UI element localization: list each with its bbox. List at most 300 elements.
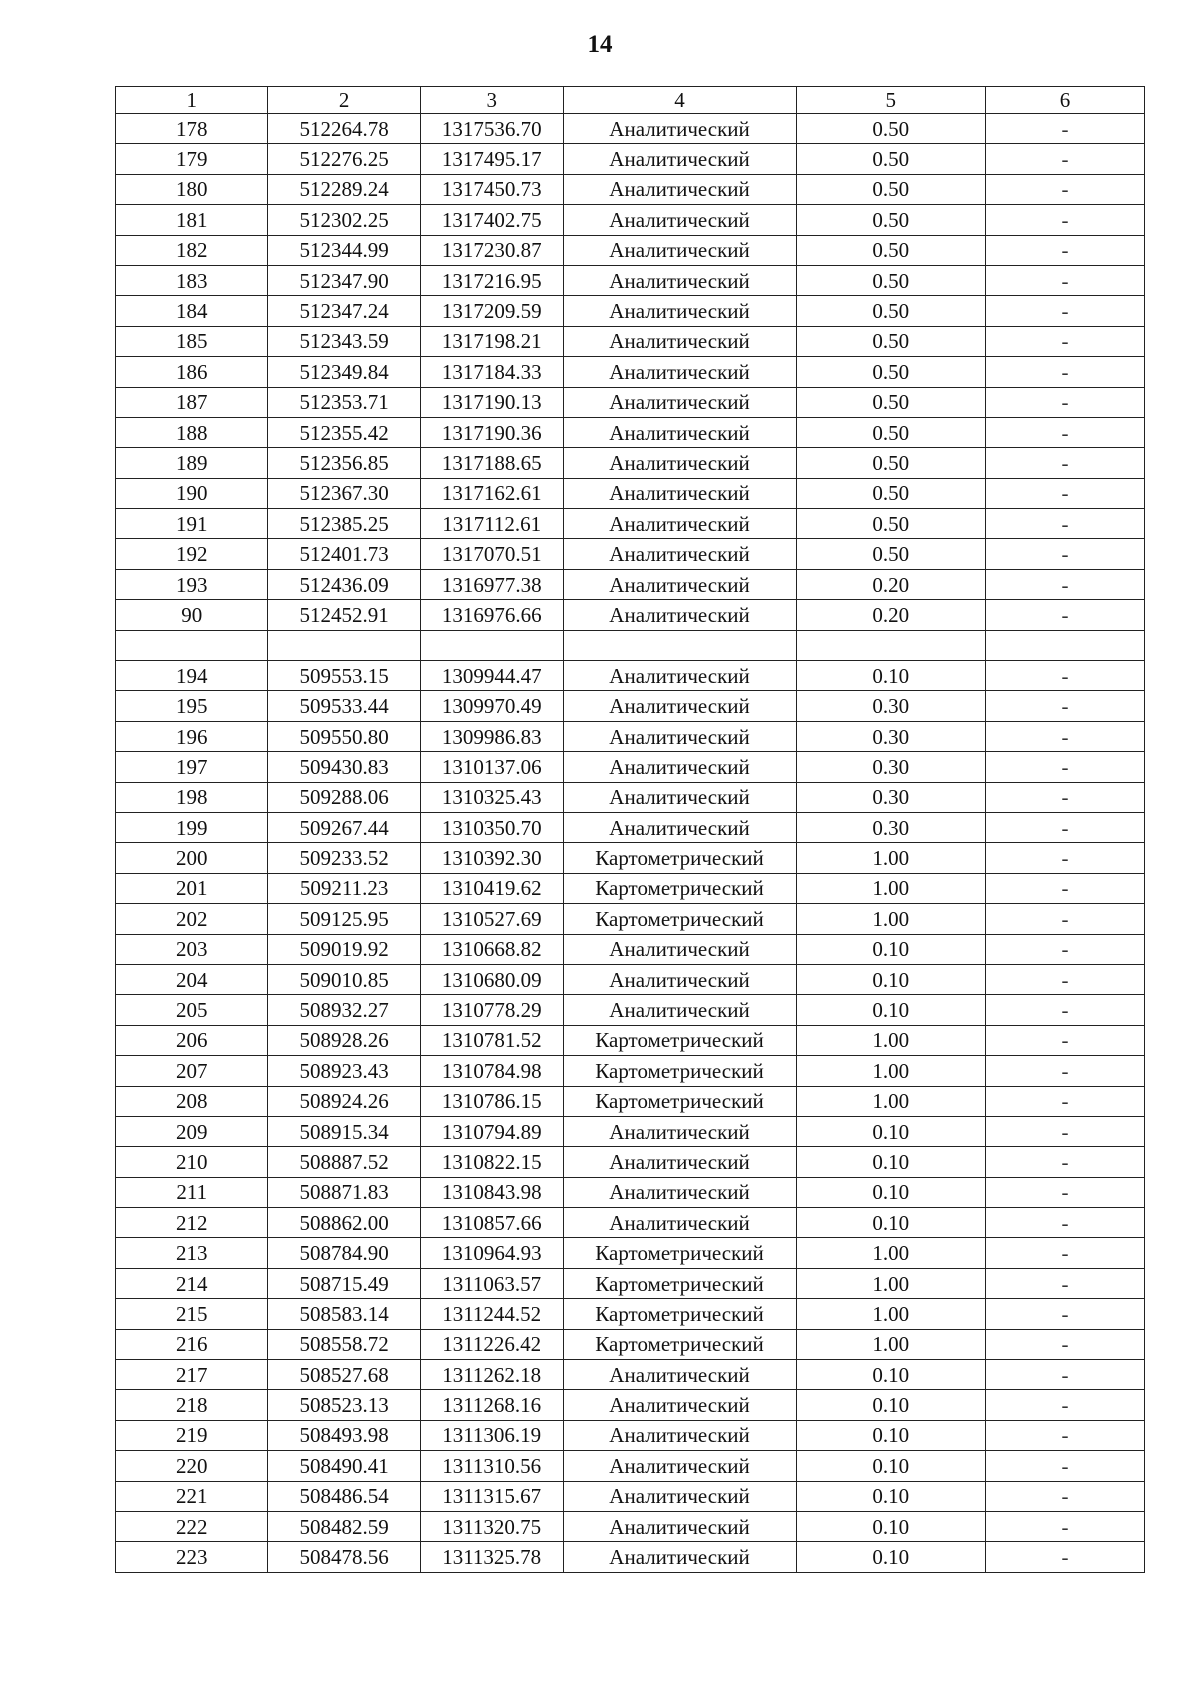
method-cell: Аналитический — [563, 661, 796, 691]
accuracy-cell: 0.50 — [796, 357, 985, 387]
x-coordinate-cell: 512355.42 — [268, 417, 420, 447]
description-cell: - — [985, 509, 1144, 539]
x-coordinate-cell: 512264.78 — [268, 114, 420, 144]
x-coordinate-cell: 508558.72 — [268, 1329, 420, 1359]
point-number-cell: 189 — [116, 448, 268, 478]
table-row — [116, 843, 1145, 873]
y-coordinate-cell: 1311306.19 — [420, 1420, 563, 1450]
accuracy-cell: 0.10 — [796, 1420, 985, 1450]
description-cell: - — [985, 1299, 1144, 1329]
point-number-cell: 220 — [116, 1451, 268, 1481]
accuracy-cell: 0.10 — [796, 1147, 985, 1177]
y-coordinate-cell: 1317216.95 — [420, 265, 563, 295]
y-coordinate-cell: 1309970.49 — [420, 691, 563, 721]
table-row — [116, 934, 1145, 964]
accuracy-cell: 1.00 — [796, 1086, 985, 1116]
y-coordinate-cell: 1311315.67 — [420, 1481, 563, 1511]
x-coordinate-cell: 509533.44 — [268, 691, 420, 721]
description-cell: - — [985, 721, 1144, 751]
method-cell: Аналитический — [563, 1511, 796, 1541]
y-coordinate-cell: 1310781.52 — [420, 1025, 563, 1055]
point-number-cell: 197 — [116, 752, 268, 782]
method-cell: Картометрический — [563, 1329, 796, 1359]
y-coordinate-cell: 1310419.62 — [420, 873, 563, 903]
y-coordinate-cell: 1310786.15 — [420, 1086, 563, 1116]
table-header-row — [116, 87, 1145, 114]
point-number-cell: 178 — [116, 114, 268, 144]
point-number-cell: 223 — [116, 1542, 268, 1572]
table-row — [116, 873, 1145, 903]
point-number-cell: 209 — [116, 1116, 268, 1146]
method-cell: Картометрический — [563, 1299, 796, 1329]
point-number-cell: 204 — [116, 964, 268, 994]
accuracy-cell: 0.50 — [796, 387, 985, 417]
y-coordinate-cell: 1311268.16 — [420, 1390, 563, 1420]
description-cell: - — [985, 1481, 1144, 1511]
accuracy-cell: 0.10 — [796, 1390, 985, 1420]
accuracy-cell — [796, 630, 985, 660]
description-cell: - — [985, 812, 1144, 842]
description-cell: - — [985, 600, 1144, 630]
table-row — [116, 1451, 1145, 1481]
description-cell: - — [985, 782, 1144, 812]
x-coordinate-cell: 509550.80 — [268, 721, 420, 751]
description-cell: - — [985, 1056, 1144, 1086]
y-coordinate-cell: 1317402.75 — [420, 205, 563, 235]
accuracy-cell: 0.30 — [796, 782, 985, 812]
method-cell: Аналитический — [563, 539, 796, 569]
description-cell: - — [985, 1025, 1144, 1055]
method-cell: Аналитический — [563, 114, 796, 144]
table-row — [116, 1177, 1145, 1207]
y-coordinate-cell: 1311325.78 — [420, 1542, 563, 1572]
description-cell — [985, 630, 1144, 660]
method-cell: Аналитический — [563, 205, 796, 235]
point-number-cell: 203 — [116, 934, 268, 964]
y-coordinate-cell: 1317198.21 — [420, 326, 563, 356]
method-cell: Аналитический — [563, 782, 796, 812]
accuracy-cell: 0.30 — [796, 721, 985, 751]
description-cell: - — [985, 417, 1144, 447]
method-cell: Аналитический — [563, 357, 796, 387]
accuracy-cell: 0.10 — [796, 661, 985, 691]
table-row — [116, 478, 1145, 508]
point-number-cell: 222 — [116, 1511, 268, 1541]
x-coordinate-cell: 508915.34 — [268, 1116, 420, 1146]
method-cell: Аналитический — [563, 691, 796, 721]
table-row — [116, 1481, 1145, 1511]
point-number-cell: 218 — [116, 1390, 268, 1420]
table-row — [116, 1390, 1145, 1420]
x-coordinate-cell: 512452.91 — [268, 600, 420, 630]
y-coordinate-cell: 1311310.56 — [420, 1451, 563, 1481]
point-number-cell: 212 — [116, 1208, 268, 1238]
point-number-cell: 191 — [116, 509, 268, 539]
point-number-cell: 194 — [116, 661, 268, 691]
table-row — [116, 509, 1145, 539]
point-number-cell: 183 — [116, 265, 268, 295]
method-cell: Аналитический — [563, 1116, 796, 1146]
point-number-cell: 182 — [116, 235, 268, 265]
description-cell: - — [985, 448, 1144, 478]
table-row — [116, 569, 1145, 599]
table-row — [116, 782, 1145, 812]
description-cell: - — [985, 1390, 1144, 1420]
description-cell: - — [985, 995, 1144, 1025]
table-row — [116, 1147, 1145, 1177]
method-cell: Аналитический — [563, 509, 796, 539]
y-coordinate-cell: 1310964.93 — [420, 1238, 563, 1268]
accuracy-cell: 0.10 — [796, 1208, 985, 1238]
method-cell: Аналитический — [563, 265, 796, 295]
table-row — [116, 387, 1145, 417]
accuracy-cell: 0.50 — [796, 478, 985, 508]
x-coordinate-cell: 512347.24 — [268, 296, 420, 326]
y-coordinate-cell: 1310843.98 — [420, 1177, 563, 1207]
method-cell: Картометрический — [563, 843, 796, 873]
description-cell: - — [985, 1360, 1144, 1390]
point-number-cell: 196 — [116, 721, 268, 751]
method-cell: Картометрический — [563, 1268, 796, 1298]
table-row — [116, 1511, 1145, 1541]
accuracy-cell: 0.50 — [796, 114, 985, 144]
accuracy-cell: 0.50 — [796, 144, 985, 174]
x-coordinate-cell: 508862.00 — [268, 1208, 420, 1238]
method-cell: Аналитический — [563, 1147, 796, 1177]
accuracy-cell: 0.50 — [796, 235, 985, 265]
table-row — [116, 205, 1145, 235]
y-coordinate-cell: 1309944.47 — [420, 661, 563, 691]
y-coordinate-cell: 1310392.30 — [420, 843, 563, 873]
y-coordinate-cell: 1316976.66 — [420, 600, 563, 630]
table-row — [116, 357, 1145, 387]
method-cell: Аналитический — [563, 174, 796, 204]
description-cell: - — [985, 904, 1144, 934]
table-row — [116, 600, 1145, 630]
point-number-cell: 190 — [116, 478, 268, 508]
description-cell: - — [985, 1116, 1144, 1146]
x-coordinate-cell: 508887.52 — [268, 1147, 420, 1177]
y-coordinate-cell — [420, 630, 563, 660]
table-row — [116, 904, 1145, 934]
point-number-cell: 221 — [116, 1481, 268, 1511]
table-row — [116, 144, 1145, 174]
x-coordinate-cell: 512353.71 — [268, 387, 420, 417]
table-row — [116, 1025, 1145, 1055]
accuracy-cell: 1.00 — [796, 904, 985, 934]
x-coordinate-cell: 509430.83 — [268, 752, 420, 782]
accuracy-cell: 0.10 — [796, 1451, 985, 1481]
x-coordinate-cell: 512356.85 — [268, 448, 420, 478]
description-cell: - — [985, 114, 1144, 144]
table-row — [116, 539, 1145, 569]
method-cell: Аналитический — [563, 569, 796, 599]
x-coordinate-cell: 509233.52 — [268, 843, 420, 873]
x-coordinate-cell: 512385.25 — [268, 509, 420, 539]
point-number-cell: 219 — [116, 1420, 268, 1450]
description-cell: - — [985, 661, 1144, 691]
x-coordinate-cell: 508486.54 — [268, 1481, 420, 1511]
description-cell: - — [985, 478, 1144, 508]
accuracy-cell: 0.10 — [796, 964, 985, 994]
y-coordinate-cell: 1317070.51 — [420, 539, 563, 569]
description-cell: - — [985, 1542, 1144, 1572]
table-row — [116, 1208, 1145, 1238]
point-number-cell: 213 — [116, 1238, 268, 1268]
point-number-cell: 217 — [116, 1360, 268, 1390]
method-cell: Аналитический — [563, 1360, 796, 1390]
description-cell: - — [985, 1268, 1144, 1298]
y-coordinate-cell: 1310527.69 — [420, 904, 563, 934]
y-coordinate-cell: 1310668.82 — [420, 934, 563, 964]
accuracy-cell: 1.00 — [796, 1299, 985, 1329]
accuracy-cell: 0.10 — [796, 1116, 985, 1146]
table-row — [116, 326, 1145, 356]
point-number-cell: 192 — [116, 539, 268, 569]
y-coordinate-cell: 1311320.75 — [420, 1511, 563, 1541]
method-cell: Картометрический — [563, 1025, 796, 1055]
y-coordinate-cell: 1317536.70 — [420, 114, 563, 144]
accuracy-cell: 0.30 — [796, 752, 985, 782]
point-number-cell: 208 — [116, 1086, 268, 1116]
point-number-cell: 207 — [116, 1056, 268, 1086]
table-row — [116, 1360, 1145, 1390]
y-coordinate-cell: 1310325.43 — [420, 782, 563, 812]
x-coordinate-cell: 512302.25 — [268, 205, 420, 235]
y-coordinate-cell: 1310680.09 — [420, 964, 563, 994]
table-row — [116, 448, 1145, 478]
point-number-cell: 214 — [116, 1268, 268, 1298]
method-cell: Аналитический — [563, 1208, 796, 1238]
x-coordinate-cell: 508932.27 — [268, 995, 420, 1025]
point-number-cell: 186 — [116, 357, 268, 387]
point-number-cell: 205 — [116, 995, 268, 1025]
accuracy-cell: 0.10 — [796, 1360, 985, 1390]
description-cell: - — [985, 569, 1144, 599]
method-cell: Картометрический — [563, 1086, 796, 1116]
accuracy-cell: 0.20 — [796, 569, 985, 599]
method-cell: Аналитический — [563, 812, 796, 842]
table-row — [116, 1542, 1145, 1572]
point-number-cell: 188 — [116, 417, 268, 447]
description-cell: - — [985, 1420, 1144, 1450]
method-cell: Аналитический — [563, 1177, 796, 1207]
table-row — [116, 1268, 1145, 1298]
table-gap-row — [116, 630, 1145, 660]
accuracy-cell: 0.10 — [796, 934, 985, 964]
method-cell: Картометрический — [563, 1056, 796, 1086]
y-coordinate-cell: 1309986.83 — [420, 721, 563, 751]
accuracy-cell: 0.10 — [796, 995, 985, 1025]
table-row — [116, 1086, 1145, 1116]
y-coordinate-cell: 1311244.52 — [420, 1299, 563, 1329]
table-row — [116, 1116, 1145, 1146]
x-coordinate-cell: 508715.49 — [268, 1268, 420, 1298]
column-header: 2 — [268, 87, 420, 114]
table-row — [116, 235, 1145, 265]
description-cell: - — [985, 1208, 1144, 1238]
table-row — [116, 1420, 1145, 1450]
point-number-cell: 211 — [116, 1177, 268, 1207]
accuracy-cell: 1.00 — [796, 1056, 985, 1086]
table-row — [116, 661, 1145, 691]
y-coordinate-cell: 1310784.98 — [420, 1056, 563, 1086]
y-coordinate-cell: 1317112.61 — [420, 509, 563, 539]
x-coordinate-cell: 512343.59 — [268, 326, 420, 356]
column-header: 5 — [796, 87, 985, 114]
description-cell: - — [985, 843, 1144, 873]
description-cell: - — [985, 964, 1144, 994]
y-coordinate-cell: 1317209.59 — [420, 296, 563, 326]
table-row — [116, 265, 1145, 295]
method-cell: Аналитический — [563, 1451, 796, 1481]
y-coordinate-cell: 1317162.61 — [420, 478, 563, 508]
accuracy-cell: 0.50 — [796, 448, 985, 478]
method-cell: Аналитический — [563, 1390, 796, 1420]
accuracy-cell: 0.30 — [796, 691, 985, 721]
x-coordinate-cell: 508871.83 — [268, 1177, 420, 1207]
description-cell: - — [985, 1147, 1144, 1177]
method-cell: Аналитический — [563, 1420, 796, 1450]
point-number-cell: 216 — [116, 1329, 268, 1359]
x-coordinate-cell: 508478.56 — [268, 1542, 420, 1572]
point-number-cell: 199 — [116, 812, 268, 842]
method-cell: Аналитический — [563, 448, 796, 478]
description-cell: - — [985, 1511, 1144, 1541]
accuracy-cell: 1.00 — [796, 1238, 985, 1268]
table-row — [116, 691, 1145, 721]
method-cell: Аналитический — [563, 1542, 796, 1572]
method-cell: Картометрический — [563, 904, 796, 934]
y-coordinate-cell: 1317184.33 — [420, 357, 563, 387]
method-cell: Аналитический — [563, 235, 796, 265]
table-row — [116, 995, 1145, 1025]
y-coordinate-cell: 1311063.57 — [420, 1268, 563, 1298]
point-number-cell: 198 — [116, 782, 268, 812]
point-number-cell: 193 — [116, 569, 268, 599]
accuracy-cell: 0.50 — [796, 326, 985, 356]
y-coordinate-cell: 1317190.13 — [420, 387, 563, 417]
y-coordinate-cell: 1317230.87 — [420, 235, 563, 265]
table-row — [116, 721, 1145, 751]
x-coordinate-cell: 512401.73 — [268, 539, 420, 569]
description-cell: - — [985, 144, 1144, 174]
description-cell: - — [985, 539, 1144, 569]
column-header: 6 — [985, 87, 1144, 114]
y-coordinate-cell: 1310778.29 — [420, 995, 563, 1025]
x-coordinate-cell: 509010.85 — [268, 964, 420, 994]
accuracy-cell: 1.00 — [796, 1268, 985, 1298]
accuracy-cell: 0.50 — [796, 205, 985, 235]
description-cell: - — [985, 265, 1144, 295]
description-cell: - — [985, 205, 1144, 235]
accuracy-cell: 0.50 — [796, 174, 985, 204]
x-coordinate-cell: 512349.84 — [268, 357, 420, 387]
x-coordinate-cell: 512347.90 — [268, 265, 420, 295]
point-number-cell — [116, 630, 268, 660]
accuracy-cell: 1.00 — [796, 873, 985, 903]
accuracy-cell: 0.50 — [796, 417, 985, 447]
description-cell: - — [985, 235, 1144, 265]
table-row — [116, 1238, 1145, 1268]
accuracy-cell: 0.10 — [796, 1177, 985, 1207]
accuracy-cell: 1.00 — [796, 1329, 985, 1359]
method-cell — [563, 630, 796, 660]
method-cell: Картометрический — [563, 1238, 796, 1268]
x-coordinate-cell: 512289.24 — [268, 174, 420, 204]
description-cell: - — [985, 691, 1144, 721]
column-header: 3 — [420, 87, 563, 114]
y-coordinate-cell: 1310350.70 — [420, 812, 563, 842]
table-row — [116, 964, 1145, 994]
method-cell: Аналитический — [563, 326, 796, 356]
x-coordinate-cell: 508527.68 — [268, 1360, 420, 1390]
page-number: 14 — [587, 31, 613, 58]
accuracy-cell: 0.10 — [796, 1542, 985, 1572]
method-cell: Аналитический — [563, 417, 796, 447]
x-coordinate-cell: 509125.95 — [268, 904, 420, 934]
description-cell: - — [985, 296, 1144, 326]
x-coordinate-cell: 508493.98 — [268, 1420, 420, 1450]
description-cell: - — [985, 1451, 1144, 1481]
x-coordinate-cell: 508924.26 — [268, 1086, 420, 1116]
table-row — [116, 1056, 1145, 1086]
point-number-cell: 202 — [116, 904, 268, 934]
x-coordinate-cell: 509019.92 — [268, 934, 420, 964]
x-coordinate-cell: 508928.26 — [268, 1025, 420, 1055]
table-body — [116, 114, 1145, 1573]
method-cell: Аналитический — [563, 387, 796, 417]
point-number-cell: 90 — [116, 600, 268, 630]
x-coordinate-cell: 508583.14 — [268, 1299, 420, 1329]
x-coordinate-cell: 509553.15 — [268, 661, 420, 691]
table-row — [116, 417, 1145, 447]
method-cell: Аналитический — [563, 752, 796, 782]
method-cell: Аналитический — [563, 964, 796, 994]
method-cell: Аналитический — [563, 1481, 796, 1511]
method-cell: Аналитический — [563, 478, 796, 508]
accuracy-cell: 0.50 — [796, 509, 985, 539]
point-number-cell: 210 — [116, 1147, 268, 1177]
x-coordinate-cell: 508490.41 — [268, 1451, 420, 1481]
method-cell: Аналитический — [563, 995, 796, 1025]
description-cell: - — [985, 1086, 1144, 1116]
method-cell: Аналитический — [563, 144, 796, 174]
point-number-cell: 179 — [116, 144, 268, 174]
description-cell: - — [985, 357, 1144, 387]
table-row — [116, 812, 1145, 842]
y-coordinate-cell: 1311262.18 — [420, 1360, 563, 1390]
accuracy-cell: 1.00 — [796, 843, 985, 873]
y-coordinate-cell: 1317190.36 — [420, 417, 563, 447]
accuracy-cell: 0.20 — [796, 600, 985, 630]
description-cell: - — [985, 326, 1144, 356]
y-coordinate-cell: 1310137.06 — [420, 752, 563, 782]
x-coordinate-cell: 512344.99 — [268, 235, 420, 265]
y-coordinate-cell: 1310822.15 — [420, 1147, 563, 1177]
point-number-cell: 187 — [116, 387, 268, 417]
table-row — [116, 296, 1145, 326]
column-header: 4 — [563, 87, 796, 114]
column-header: 1 — [116, 87, 268, 114]
accuracy-cell: 1.00 — [796, 1025, 985, 1055]
point-number-cell: 200 — [116, 843, 268, 873]
x-coordinate-cell: 509288.06 — [268, 782, 420, 812]
x-coordinate-cell: 508482.59 — [268, 1511, 420, 1541]
x-coordinate-cell: 509267.44 — [268, 812, 420, 842]
table-row — [116, 1329, 1145, 1359]
table-row — [116, 114, 1145, 144]
